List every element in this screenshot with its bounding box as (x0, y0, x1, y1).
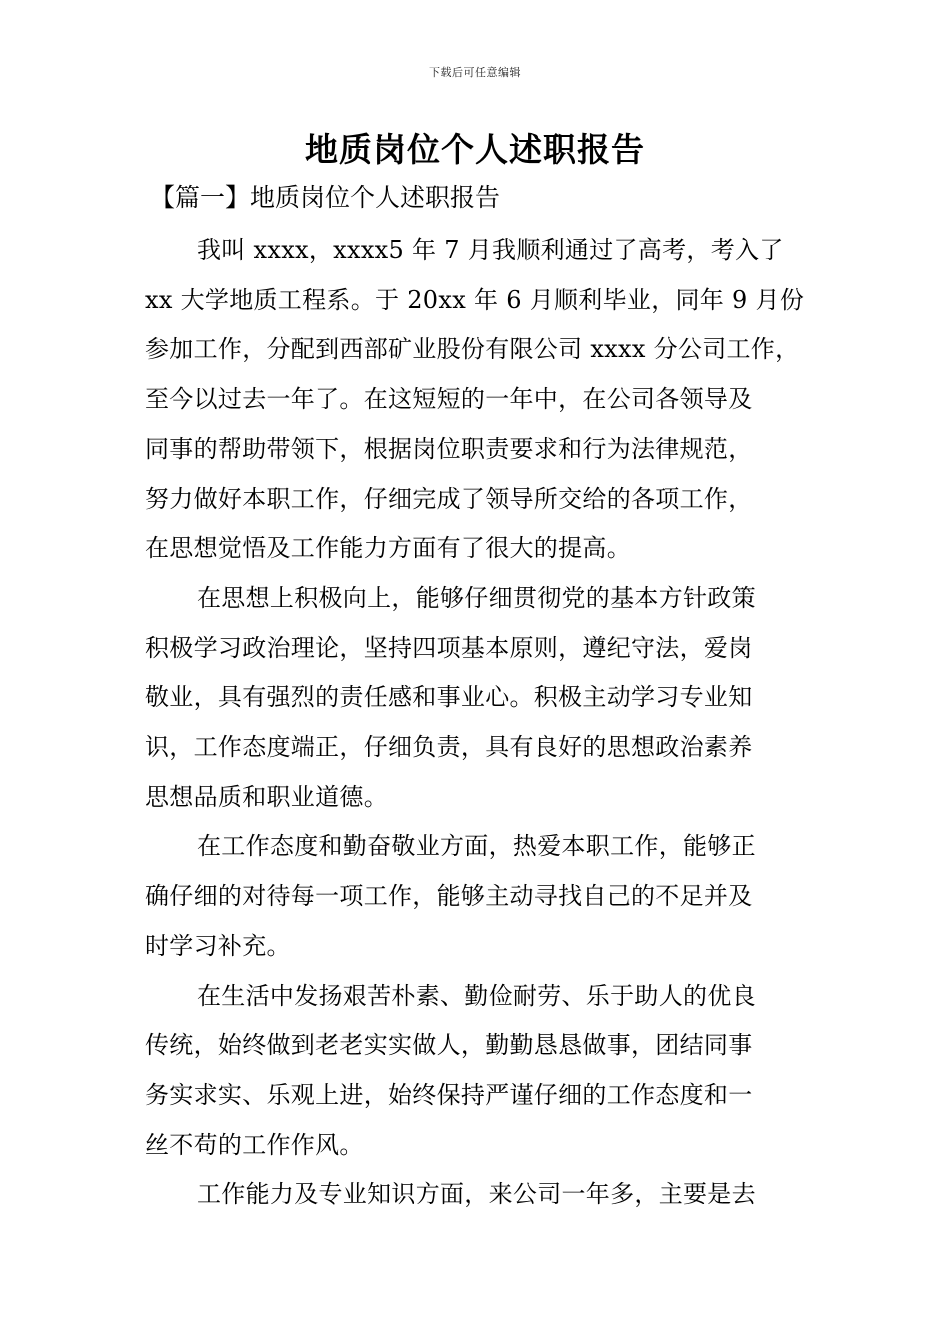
text-line: 传统，始终做到老老实实做人，勤勤恳恳做事，团结同事 (145, 1031, 753, 1060)
document-title: 地质岗位个人述职报告 (305, 130, 645, 169)
text-line: 时学习补充。 (145, 931, 291, 960)
text-line: 在思想上积极向上，能够仔细贯彻党的基本方针政策 (197, 583, 756, 612)
text-line: 同事的帮助带领下，根据岗位职责要求和行为法律规范， (145, 434, 753, 463)
paragraph (145, 1170, 810, 1220)
text-line: 至今以过去一年了。在这短短的一年中，在公司各领导及 (145, 385, 753, 414)
text-line: 敬业，具有强烈的责任感和事业心。积极主动学习专业知 (145, 683, 753, 712)
text-line: 确仔细的对待每一项工作，能够主动寻找自己的不足并及 (145, 882, 753, 911)
text-line: xx 大学地质工程系。于 20xx 年 6 月顺利毕业，同年 9 月份 (145, 285, 805, 314)
text-line: 努力做好本职工作，仔细完成了领导所交给的各项工作， (145, 484, 753, 513)
text-line: 思想品质和职业道德。 (145, 782, 388, 811)
text-line: 识，工作态度端正，仔细负责，具有良好的思想政治素养 (145, 733, 753, 762)
section-heading: 【篇一】地质岗位个人述职报告 (150, 183, 501, 212)
text-line: 丝不苟的工作作风。 (145, 1130, 364, 1159)
text-line: 我叫 xxxx，xxxx5 年 7 月我顺利通过了高考，考入了 (197, 236, 784, 264)
text-line: 在生活中发扬艰苦朴素、勤俭耐劳、乐于助人的优良 (197, 981, 756, 1010)
paragraph (145, 226, 810, 574)
text-line: 参加工作，分配到西部矿业股份有限公司 xxxx 分公司工作， (145, 335, 800, 364)
document-body (145, 226, 810, 1220)
text-line: 在思想觉悟及工作能力方面有了很大的提高。 (145, 534, 631, 563)
text-line: 工作能力及专业知识方面，来公司一年多，主要是去 (197, 1180, 756, 1209)
header-note: 下载后可任意编辑 (429, 66, 521, 79)
paragraph (145, 972, 810, 1171)
text-line: 在工作态度和勤奋敬业方面，热爱本职工作，能够正 (197, 832, 756, 861)
paragraph (145, 822, 810, 971)
text-line: 务实求实、乐观上进，始终保持严谨仔细的工作态度和一 (145, 1080, 753, 1109)
paragraph (145, 574, 810, 823)
text-line: 积极学习政治理论，坚持四项基本原则，遵纪守法，爱岗 (145, 633, 753, 662)
